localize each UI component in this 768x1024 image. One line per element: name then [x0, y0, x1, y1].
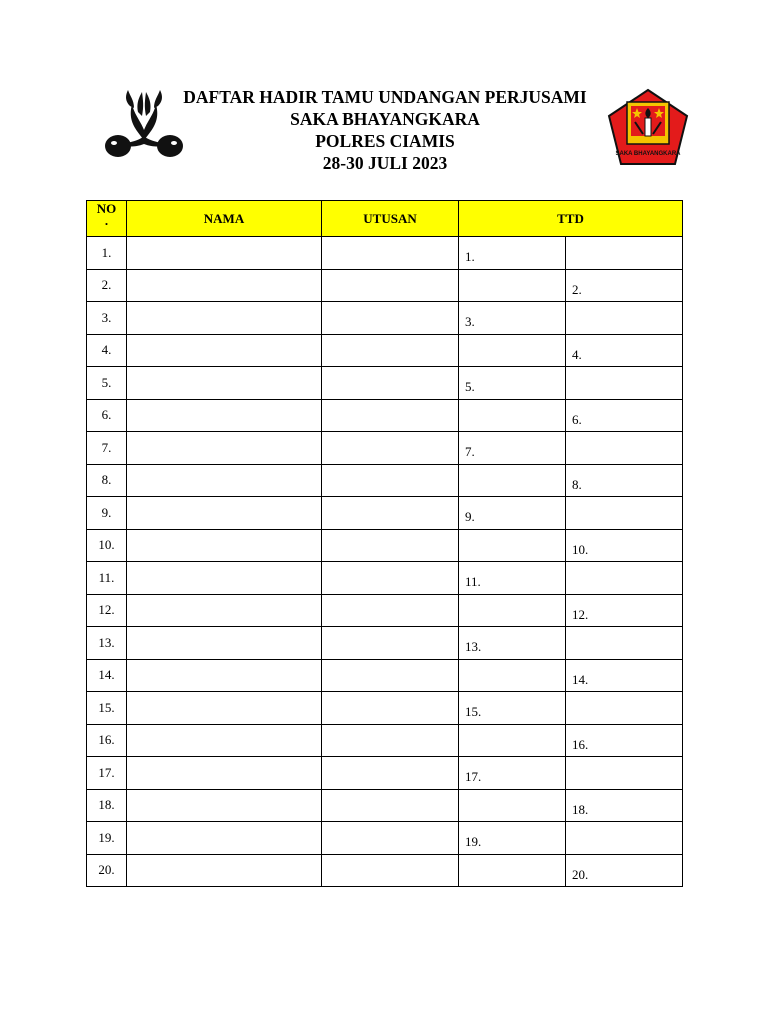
table-row: [87, 237, 683, 270]
signature-cell-left[interactable]: [459, 659, 566, 692]
signature-number: 2.: [572, 281, 582, 297]
signature-cell-right[interactable]: [566, 529, 683, 562]
signature-cell-left[interactable]: [459, 497, 566, 530]
utusan-cell[interactable]: [322, 399, 459, 432]
row-number: 4.: [87, 334, 127, 367]
signature-number: 7.: [465, 444, 475, 460]
signature-cell-right[interactable]: [566, 822, 683, 855]
signature-number: 17.: [465, 769, 482, 785]
col-header-ttd: TTD: [459, 201, 683, 237]
row-number: 2.: [87, 269, 127, 302]
signature-number: 19.: [465, 834, 482, 850]
title-line-2: SAKA BHAYANGKARA: [290, 109, 480, 129]
signature-cell-right[interactable]: [566, 497, 683, 530]
table-row: [87, 659, 683, 692]
signature-cell-right[interactable]: [566, 237, 683, 270]
signature-cell-left[interactable]: [459, 464, 566, 497]
signature-number: 4.: [572, 346, 582, 362]
signature-cell-left[interactable]: [459, 822, 566, 855]
title-line-4: 28-30 JULI 2023: [322, 153, 448, 173]
nama-cell[interactable]: [127, 269, 322, 302]
row-number: 7.: [87, 432, 127, 465]
signature-cell-left[interactable]: [459, 627, 566, 660]
signature-cell-left[interactable]: [459, 562, 566, 595]
nama-cell[interactable]: [127, 724, 322, 757]
utusan-cell[interactable]: [322, 237, 459, 270]
utusan-cell[interactable]: [322, 432, 459, 465]
nama-cell[interactable]: [127, 464, 322, 497]
row-number: 8.: [87, 464, 127, 497]
row-number: 5.: [87, 367, 127, 400]
signature-number: 8.: [572, 476, 582, 492]
signature-number: 20.: [572, 866, 589, 882]
nama-cell[interactable]: [127, 627, 322, 660]
signature-number: 9.: [465, 509, 475, 525]
title-line-1: DAFTAR HADIR TAMU UNDANGAN PERJUSAMI: [183, 87, 587, 107]
row-number: 10.: [87, 529, 127, 562]
signature-cell-right[interactable]: [566, 854, 683, 887]
signature-cell-left[interactable]: [459, 399, 566, 432]
document-title: [160, 86, 610, 174]
signature-number: 16.: [572, 736, 589, 752]
table-row: [87, 269, 683, 302]
signature-number: 11.: [465, 574, 481, 590]
table-row: [87, 464, 683, 497]
signature-number: 5.: [465, 379, 475, 395]
row-number: 16.: [87, 724, 127, 757]
table-row: [87, 822, 683, 855]
row-number: 1.: [87, 237, 127, 270]
row-number: 19.: [87, 822, 127, 855]
utusan-cell[interactable]: [322, 497, 459, 530]
signature-cell-right[interactable]: [566, 757, 683, 790]
signature-number: 18.: [572, 801, 589, 817]
emblem-label: SAKA BHAYANGKARA: [615, 151, 681, 157]
col-header-nama: NAMA: [127, 201, 322, 237]
row-number: 14.: [87, 659, 127, 692]
utusan-cell[interactable]: [322, 822, 459, 855]
utusan-cell[interactable]: [322, 594, 459, 627]
signature-cell-left[interactable]: [459, 237, 566, 270]
signature-number: 6.: [572, 411, 582, 427]
document-header: [0, 0, 768, 200]
signature-number: 13.: [465, 639, 482, 655]
table-row: [87, 334, 683, 367]
utusan-cell[interactable]: [322, 464, 459, 497]
nama-cell[interactable]: [127, 432, 322, 465]
signature-cell-left[interactable]: [459, 724, 566, 757]
nama-cell[interactable]: [127, 497, 322, 530]
table-row: [87, 692, 683, 725]
signature-cell-left[interactable]: [459, 529, 566, 562]
signature-cell-right[interactable]: [566, 302, 683, 335]
attendance-table: [86, 200, 683, 887]
signature-number: 1.: [465, 249, 475, 265]
nama-cell[interactable]: [127, 854, 322, 887]
signature-cell-left[interactable]: [459, 334, 566, 367]
utusan-cell[interactable]: [322, 562, 459, 595]
row-number: 13.: [87, 627, 127, 660]
signature-number: 15.: [465, 704, 482, 720]
utusan-cell[interactable]: [322, 334, 459, 367]
signature-number: 14.: [572, 671, 589, 687]
saka-bhayangkara-emblem-icon: [607, 88, 689, 168]
table-row: [87, 854, 683, 887]
nama-cell[interactable]: [127, 562, 322, 595]
signature-cell-right[interactable]: [566, 334, 683, 367]
nama-cell[interactable]: [127, 302, 322, 335]
row-number: 18.: [87, 789, 127, 822]
signature-cell-right[interactable]: [566, 464, 683, 497]
col-header-utusan: UTUSAN: [322, 201, 459, 237]
signature-number: 12.: [572, 606, 589, 622]
table-row: [87, 757, 683, 790]
signature-cell-right[interactable]: [566, 789, 683, 822]
table-row: [87, 432, 683, 465]
utusan-cell[interactable]: [322, 269, 459, 302]
row-number: 11.: [87, 562, 127, 595]
table-row: [87, 724, 683, 757]
row-number: 17.: [87, 757, 127, 790]
signature-cell-left[interactable]: [459, 692, 566, 725]
signature-cell-right[interactable]: [566, 562, 683, 595]
nama-cell[interactable]: [127, 789, 322, 822]
nama-cell[interactable]: [127, 692, 322, 725]
utusan-cell[interactable]: [322, 367, 459, 400]
title-line-3: POLRES CIAMIS: [315, 131, 455, 151]
row-number: 9.: [87, 497, 127, 530]
signature-cell-right[interactable]: [566, 659, 683, 692]
table-row: [87, 529, 683, 562]
table-body: [87, 237, 683, 887]
table-row: [87, 302, 683, 335]
col-header-no: NO .: [87, 201, 127, 237]
signature-cell-left[interactable]: [459, 432, 566, 465]
signature-cell-right[interactable]: [566, 367, 683, 400]
signature-cell-left[interactable]: [459, 269, 566, 302]
table-row: [87, 789, 683, 822]
row-number: 20.: [87, 854, 127, 887]
row-number: 6.: [87, 399, 127, 432]
signature-cell-right[interactable]: [566, 692, 683, 725]
signature-cell-right[interactable]: [566, 269, 683, 302]
nama-cell[interactable]: [127, 659, 322, 692]
utusan-cell[interactable]: [322, 529, 459, 562]
row-number: 15.: [87, 692, 127, 725]
signature-number: 10.: [572, 541, 589, 557]
table-row: [87, 627, 683, 660]
nama-cell[interactable]: [127, 594, 322, 627]
nama-cell[interactable]: [127, 822, 322, 855]
table-row: [87, 562, 683, 595]
row-number: 3.: [87, 302, 127, 335]
table-row: [87, 594, 683, 627]
nama-cell[interactable]: [127, 399, 322, 432]
row-number: 12.: [87, 594, 127, 627]
utusan-cell[interactable]: [322, 627, 459, 660]
utusan-cell[interactable]: [322, 757, 459, 790]
utusan-cell[interactable]: [322, 854, 459, 887]
signature-cell-left[interactable]: [459, 854, 566, 887]
signature-cell-right[interactable]: [566, 627, 683, 660]
utusan-cell[interactable]: [322, 659, 459, 692]
nama-cell[interactable]: [127, 334, 322, 367]
signature-cell-left[interactable]: [459, 789, 566, 822]
utusan-cell[interactable]: [322, 724, 459, 757]
signature-cell-left[interactable]: [459, 757, 566, 790]
nama-cell[interactable]: [127, 367, 322, 400]
signature-number: 3.: [465, 314, 475, 330]
table-header-row: [87, 201, 683, 237]
nama-cell[interactable]: [127, 529, 322, 562]
signature-cell-right[interactable]: [566, 594, 683, 627]
signature-cell-left[interactable]: [459, 302, 566, 335]
table-row: [87, 367, 683, 400]
signature-cell-right[interactable]: [566, 432, 683, 465]
table-row: [87, 399, 683, 432]
nama-cell[interactable]: [127, 757, 322, 790]
utusan-cell[interactable]: [322, 692, 459, 725]
signature-cell-left[interactable]: [459, 367, 566, 400]
utusan-cell[interactable]: [322, 789, 459, 822]
utusan-cell[interactable]: [322, 302, 459, 335]
nama-cell[interactable]: [127, 237, 322, 270]
table-row: [87, 497, 683, 530]
signature-cell-right[interactable]: [566, 399, 683, 432]
signature-cell-right[interactable]: [566, 724, 683, 757]
signature-cell-left[interactable]: [459, 594, 566, 627]
